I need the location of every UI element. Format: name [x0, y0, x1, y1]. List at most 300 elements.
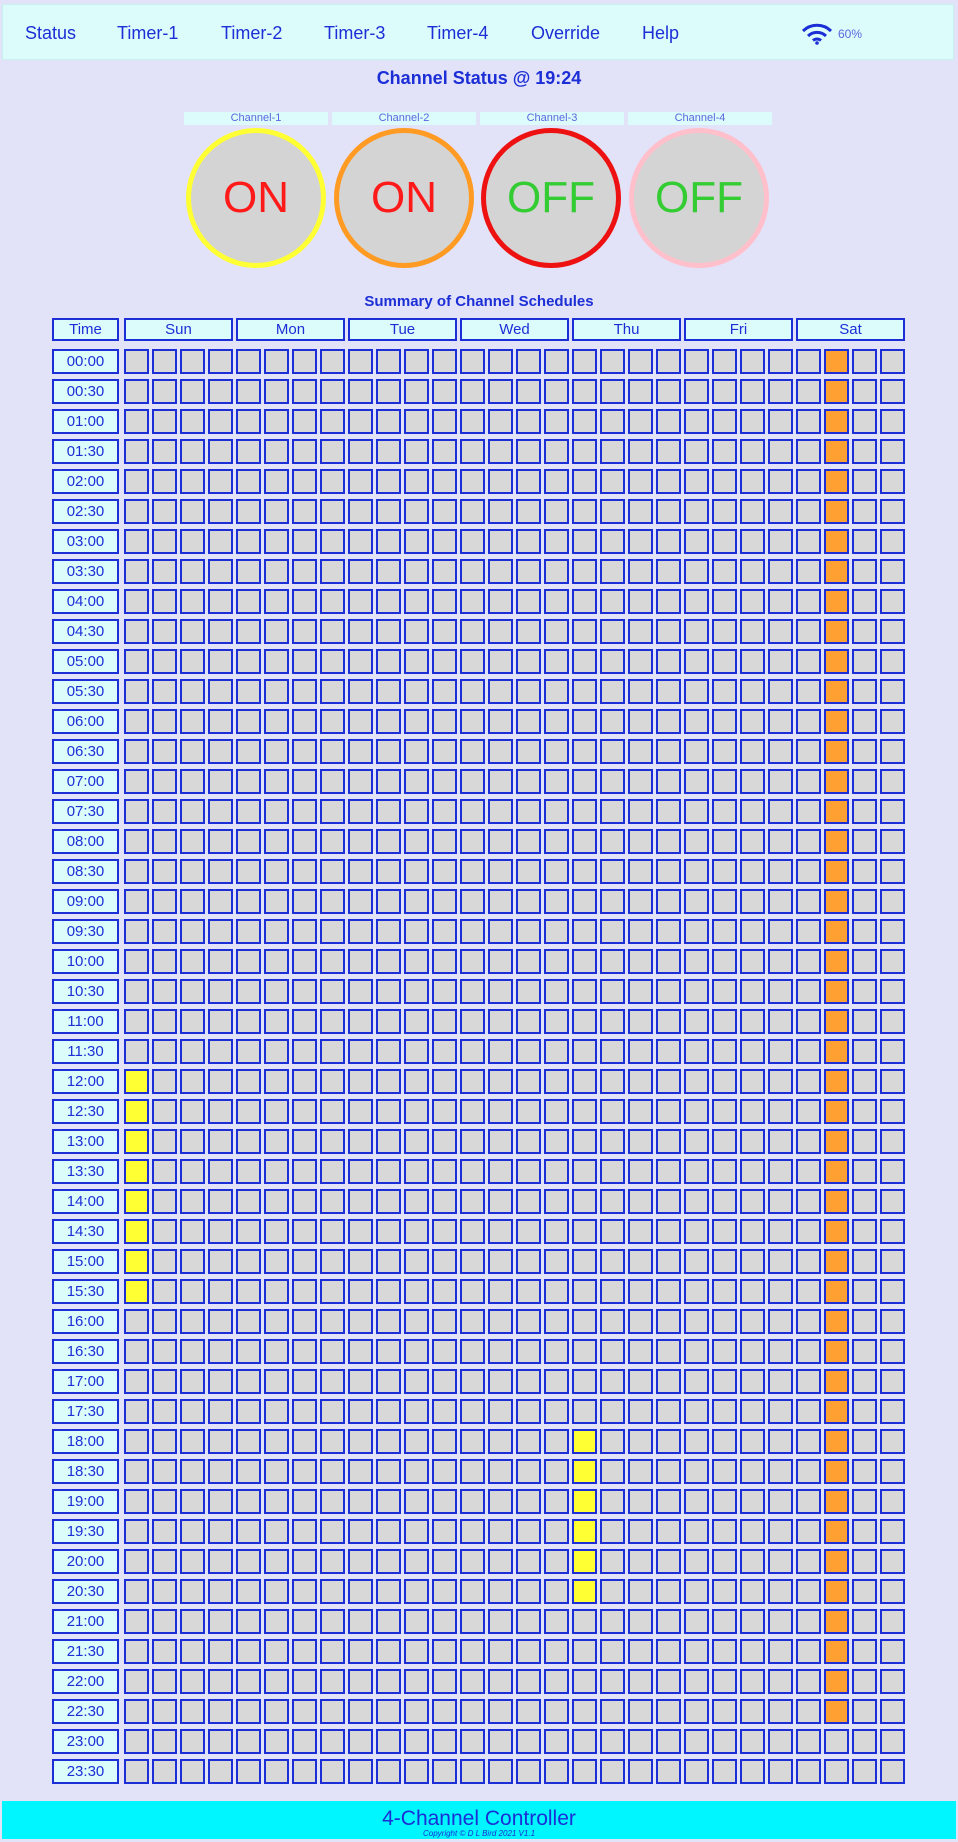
schedule-cell	[208, 709, 233, 734]
schedule-cell	[376, 1099, 401, 1124]
schedule-cell	[152, 1009, 177, 1034]
schedule-cell	[292, 469, 317, 494]
time-label: 02:00	[52, 469, 119, 494]
schedule-cell	[124, 769, 149, 794]
schedule-cell	[740, 1009, 765, 1034]
schedule-cell	[740, 1639, 765, 1664]
schedule-cell	[516, 949, 541, 974]
schedule-cell	[768, 529, 793, 554]
schedule-cell	[656, 1039, 681, 1064]
channel-1-label: Channel-1	[184, 112, 328, 125]
schedule-cell	[152, 1579, 177, 1604]
schedule-cell	[572, 1039, 597, 1064]
schedule-cell	[880, 1519, 905, 1544]
schedule-cell	[880, 1459, 905, 1484]
schedule-cell	[656, 1189, 681, 1214]
schedule-cell	[516, 1639, 541, 1664]
schedule-cell	[628, 469, 653, 494]
schedule-cell	[852, 1339, 877, 1364]
schedule-cell	[600, 1159, 625, 1184]
schedule-cell	[404, 889, 429, 914]
schedule-cell	[264, 1579, 289, 1604]
schedule-cell	[824, 1579, 849, 1604]
channel-4-label: Channel-4	[628, 112, 772, 125]
schedule-cell	[712, 1459, 737, 1484]
schedule-cell	[684, 889, 709, 914]
schedule-cell	[376, 799, 401, 824]
schedule-cell	[348, 889, 373, 914]
schedule-cell	[404, 619, 429, 644]
schedule-cell	[460, 979, 485, 1004]
schedule-cell	[712, 1129, 737, 1154]
schedule-cell	[348, 709, 373, 734]
schedule-cell	[852, 589, 877, 614]
schedule-cell	[796, 1279, 821, 1304]
schedule-cell	[628, 769, 653, 794]
schedule-cell	[796, 1339, 821, 1364]
schedule-cell	[376, 559, 401, 584]
schedule-cell	[208, 439, 233, 464]
schedule-cell	[236, 1039, 261, 1064]
schedule-cell	[544, 1309, 569, 1334]
nav-status[interactable]: Status	[25, 23, 77, 43]
schedule-cell	[432, 1489, 457, 1514]
schedule-cell	[432, 529, 457, 554]
schedule-cell	[376, 769, 401, 794]
schedule-cell	[376, 979, 401, 1004]
schedule-cell	[628, 379, 653, 404]
schedule-cell	[152, 1639, 177, 1664]
schedule-cell	[320, 1159, 345, 1184]
schedule-cell	[348, 799, 373, 824]
schedule-cell	[684, 1699, 709, 1724]
schedule-cell	[516, 829, 541, 854]
schedule-cell	[544, 439, 569, 464]
schedule-cell	[180, 589, 205, 614]
time-label: 12:30	[52, 1099, 119, 1124]
time-label: 03:30	[52, 559, 119, 584]
schedule-cell	[488, 1699, 513, 1724]
schedule-cell	[292, 889, 317, 914]
schedule-cell	[348, 1099, 373, 1124]
schedule-cell	[852, 1729, 877, 1754]
schedule-cell	[572, 439, 597, 464]
schedule-cell	[516, 559, 541, 584]
schedule-cell	[628, 1489, 653, 1514]
schedule-cell	[656, 649, 681, 674]
schedule-cell	[712, 1549, 737, 1574]
schedule-cell	[376, 1759, 401, 1784]
schedule-cell	[152, 649, 177, 674]
schedule-cell	[152, 919, 177, 944]
schedule-cell	[292, 1399, 317, 1424]
schedule-cell	[264, 559, 289, 584]
schedule-cell	[208, 859, 233, 884]
schedule-cell	[628, 709, 653, 734]
schedule-cell	[320, 1399, 345, 1424]
schedule-cell	[516, 1399, 541, 1424]
schedule-cell	[628, 409, 653, 434]
schedule-cell	[152, 529, 177, 554]
schedule-cell	[124, 499, 149, 524]
schedule-cell	[376, 949, 401, 974]
schedule-cell	[712, 1039, 737, 1064]
schedule-cell	[152, 1699, 177, 1724]
schedule-cell	[460, 1639, 485, 1664]
channel-4-status-button[interactable]: OFF	[629, 128, 769, 268]
schedule-cell	[404, 1309, 429, 1334]
schedule-cell	[600, 679, 625, 704]
schedule-cell	[880, 1609, 905, 1634]
schedule-cell	[208, 949, 233, 974]
schedule-cell	[852, 1549, 877, 1574]
schedule-cell	[432, 709, 457, 734]
schedule-cell	[796, 1699, 821, 1724]
schedule-cell	[656, 679, 681, 704]
schedule-cell	[656, 1369, 681, 1394]
schedule-cell	[124, 1249, 149, 1274]
schedule-cell	[544, 1099, 569, 1124]
schedule-cell	[376, 1729, 401, 1754]
schedule-cell	[320, 1429, 345, 1454]
schedule-cell	[208, 529, 233, 554]
schedule-cell	[628, 739, 653, 764]
time-label: 15:30	[52, 1279, 119, 1304]
schedule-cell	[824, 409, 849, 434]
schedule-cell	[264, 979, 289, 1004]
schedule-cell	[600, 739, 625, 764]
schedule-cell	[516, 439, 541, 464]
schedule-cell	[432, 1639, 457, 1664]
nav-timer-2[interactable]: Timer-2	[221, 23, 283, 43]
schedule-cell	[880, 1579, 905, 1604]
schedule-cell	[488, 439, 513, 464]
schedule-cell	[600, 1609, 625, 1634]
schedule-cell	[628, 1549, 653, 1574]
schedule-cell	[740, 889, 765, 914]
schedule-cell	[348, 1759, 373, 1784]
schedule-cell	[320, 469, 345, 494]
schedule-cell	[432, 1099, 457, 1124]
schedule-cell	[264, 1009, 289, 1034]
schedule-cell	[320, 949, 345, 974]
schedule-cell	[292, 1339, 317, 1364]
schedule-cell	[516, 1699, 541, 1724]
schedule-cell	[208, 1339, 233, 1364]
schedule-cell	[656, 1069, 681, 1094]
schedule-cell	[516, 1519, 541, 1544]
schedule-cell	[488, 529, 513, 554]
nav-timer-1[interactable]: Timer-1	[117, 23, 179, 43]
schedule-cell	[432, 1519, 457, 1544]
schedule-cell	[880, 1339, 905, 1364]
schedule-cell	[572, 769, 597, 794]
schedule-cell	[460, 1429, 485, 1454]
schedule-cell	[628, 1369, 653, 1394]
schedule-cell	[516, 1159, 541, 1184]
schedule-cell	[656, 919, 681, 944]
schedule-cell	[684, 469, 709, 494]
schedule-cell	[432, 1369, 457, 1394]
schedule-cell	[348, 349, 373, 374]
schedule-cell	[264, 379, 289, 404]
schedule-cell	[376, 1489, 401, 1514]
schedule-cell	[740, 979, 765, 1004]
schedule-cell	[348, 1639, 373, 1664]
schedule-cell	[656, 1639, 681, 1664]
schedule-cell	[292, 1099, 317, 1124]
schedule-cell	[460, 949, 485, 974]
schedule-cell	[124, 829, 149, 854]
schedule-cell	[348, 529, 373, 554]
time-label: 14:00	[52, 1189, 119, 1214]
schedule-cell	[572, 889, 597, 914]
schedule-cell	[544, 739, 569, 764]
schedule-cell	[768, 919, 793, 944]
schedule-cell	[376, 1519, 401, 1544]
time-label: 02:30	[52, 499, 119, 524]
schedule-cell	[460, 649, 485, 674]
schedule-cell	[152, 1429, 177, 1454]
schedule-cell	[656, 1099, 681, 1124]
schedule-cell	[768, 709, 793, 734]
schedule-cell	[516, 1189, 541, 1214]
schedule-cell	[544, 589, 569, 614]
schedule-cell	[236, 1609, 261, 1634]
schedule-cell	[600, 1519, 625, 1544]
schedule-cell	[236, 349, 261, 374]
schedule-cell	[180, 1099, 205, 1124]
schedule-cell	[292, 1429, 317, 1454]
schedule-cell	[292, 979, 317, 1004]
schedule-cell	[264, 1369, 289, 1394]
schedule-cell	[152, 349, 177, 374]
schedule-cell	[348, 1279, 373, 1304]
time-label: 10:00	[52, 949, 119, 974]
schedule-cell	[488, 769, 513, 794]
schedule-cell	[628, 1609, 653, 1634]
schedule-cell	[404, 1399, 429, 1424]
schedule-cell	[516, 469, 541, 494]
schedule-cell	[600, 1099, 625, 1124]
time-label: 10:30	[52, 979, 119, 1004]
schedule-cell	[376, 1609, 401, 1634]
schedule-cell	[320, 589, 345, 614]
schedule-cell	[348, 1609, 373, 1634]
schedule-cell	[124, 439, 149, 464]
time-label: 11:30	[52, 1039, 119, 1064]
schedule-cell	[684, 1039, 709, 1064]
schedule-cell	[684, 1759, 709, 1784]
schedule-cell	[740, 919, 765, 944]
schedule-cell	[712, 619, 737, 644]
schedule-cell	[152, 949, 177, 974]
day-header-sat: Sat	[796, 318, 905, 341]
schedule-cell	[628, 1099, 653, 1124]
schedule-cell	[180, 889, 205, 914]
nav-override[interactable]: Override	[531, 23, 601, 43]
schedule-cell	[516, 679, 541, 704]
time-label: 00:00	[52, 349, 119, 374]
schedule-cell	[600, 1189, 625, 1214]
schedule-cell	[292, 1009, 317, 1034]
schedule-cell	[488, 1399, 513, 1424]
schedule-cell	[544, 1459, 569, 1484]
schedule-cell	[740, 829, 765, 854]
schedule-cell	[852, 1459, 877, 1484]
schedule-cell	[180, 1189, 205, 1214]
schedule-cell	[376, 709, 401, 734]
schedule-cell	[516, 739, 541, 764]
schedule-cell	[264, 829, 289, 854]
schedule-cell	[264, 1399, 289, 1424]
schedule-cell	[768, 619, 793, 644]
schedule-cell	[236, 889, 261, 914]
schedule-cell	[544, 949, 569, 974]
time-header: Time	[52, 318, 119, 341]
schedule-cell	[432, 1069, 457, 1094]
schedule-cell	[208, 619, 233, 644]
schedule-cell	[712, 439, 737, 464]
schedule-cell	[320, 1699, 345, 1724]
schedule-cell	[712, 859, 737, 884]
nav-timer-3[interactable]: Timer-3	[324, 23, 386, 43]
schedule-cell	[880, 1099, 905, 1124]
schedule-cell	[600, 589, 625, 614]
schedule-cell	[348, 1339, 373, 1364]
schedule-cell	[768, 349, 793, 374]
schedule-cell	[768, 1519, 793, 1544]
schedule-cell	[432, 889, 457, 914]
schedule-cell	[348, 649, 373, 674]
schedule-cell	[460, 889, 485, 914]
schedule-cell	[152, 769, 177, 794]
schedule-cell	[488, 559, 513, 584]
schedule-cell	[740, 379, 765, 404]
schedule-cell	[684, 1009, 709, 1034]
schedule-cell	[236, 1219, 261, 1244]
schedule-cell	[740, 499, 765, 524]
schedule-cell	[124, 979, 149, 1004]
schedule-cell	[404, 349, 429, 374]
schedule-cell	[852, 1009, 877, 1034]
schedule-cell	[684, 559, 709, 584]
schedule-cell	[460, 1129, 485, 1154]
channel-2-status-button[interactable]: ON	[334, 128, 474, 268]
schedule-cell	[600, 799, 625, 824]
schedule-cell	[712, 1309, 737, 1334]
schedule-cell	[180, 1399, 205, 1424]
schedule-cell	[768, 1159, 793, 1184]
schedule-cell	[264, 1639, 289, 1664]
schedule-cell	[852, 979, 877, 1004]
schedule-cell	[684, 1159, 709, 1184]
schedule-cell	[180, 439, 205, 464]
schedule-cell	[292, 1519, 317, 1544]
schedule-cell	[124, 1219, 149, 1244]
schedule-cell	[712, 1099, 737, 1124]
schedule-cell	[376, 1699, 401, 1724]
schedule-cell	[236, 1759, 261, 1784]
schedule-cell	[572, 1489, 597, 1514]
schedule-cell	[880, 1369, 905, 1394]
schedule-cell	[684, 1429, 709, 1454]
schedule-cell	[600, 829, 625, 854]
schedule-cell	[320, 1339, 345, 1364]
time-label: 17:00	[52, 1369, 119, 1394]
schedule-cell	[264, 739, 289, 764]
schedule-cell	[544, 979, 569, 1004]
schedule-cell	[460, 1579, 485, 1604]
schedule-cell	[348, 439, 373, 464]
schedule-cell	[292, 1189, 317, 1214]
schedule-cell	[404, 859, 429, 884]
schedule-cell	[740, 409, 765, 434]
schedule-cell	[292, 1549, 317, 1574]
schedule-cell	[852, 1639, 877, 1664]
schedule-cell	[460, 619, 485, 644]
schedule-cell	[740, 679, 765, 704]
schedule-cell	[544, 529, 569, 554]
schedule-cell	[824, 1219, 849, 1244]
nav-timer-4[interactable]: Timer-4	[427, 23, 489, 43]
schedule-cell	[544, 1699, 569, 1724]
schedule-cell	[544, 859, 569, 884]
schedule-cell	[656, 829, 681, 854]
schedule-cell	[852, 1219, 877, 1244]
schedule-cell	[376, 1639, 401, 1664]
schedule-cell	[740, 649, 765, 674]
schedule-cell	[488, 1729, 513, 1754]
schedule-cell	[348, 1009, 373, 1034]
nav-help[interactable]: Help	[642, 23, 680, 43]
schedule-cell	[600, 1039, 625, 1064]
schedule-cell	[404, 1099, 429, 1124]
schedule-cell	[180, 649, 205, 674]
schedule-cell	[348, 1039, 373, 1064]
channel-1-status-button[interactable]: ON	[186, 128, 326, 268]
schedule-cell	[152, 709, 177, 734]
schedule-cell	[488, 589, 513, 614]
channel-3-status-button[interactable]: OFF	[481, 128, 621, 268]
schedule-cell	[404, 829, 429, 854]
schedule-cell	[236, 739, 261, 764]
schedule-cell	[740, 799, 765, 824]
schedule-cell	[600, 1219, 625, 1244]
schedule-cell	[376, 1549, 401, 1574]
schedule-cell	[740, 709, 765, 734]
schedule-cell	[180, 1729, 205, 1754]
schedule-cell	[768, 469, 793, 494]
schedule-cell	[796, 1039, 821, 1064]
schedule-cell	[152, 1519, 177, 1544]
schedule-cell	[180, 1219, 205, 1244]
schedule-cell	[236, 1369, 261, 1394]
schedule-cell	[684, 619, 709, 644]
schedule-cell	[404, 1129, 429, 1154]
schedule-cell	[628, 589, 653, 614]
schedule-cell	[628, 1249, 653, 1274]
schedule-cell	[376, 889, 401, 914]
schedule-cell	[516, 1339, 541, 1364]
schedule-cell	[460, 1399, 485, 1424]
schedule-cell	[264, 919, 289, 944]
schedule-cell	[320, 1609, 345, 1634]
schedule-cell	[600, 409, 625, 434]
schedule-cell	[320, 409, 345, 434]
schedule-cell	[320, 1489, 345, 1514]
schedule-cell	[348, 1189, 373, 1214]
